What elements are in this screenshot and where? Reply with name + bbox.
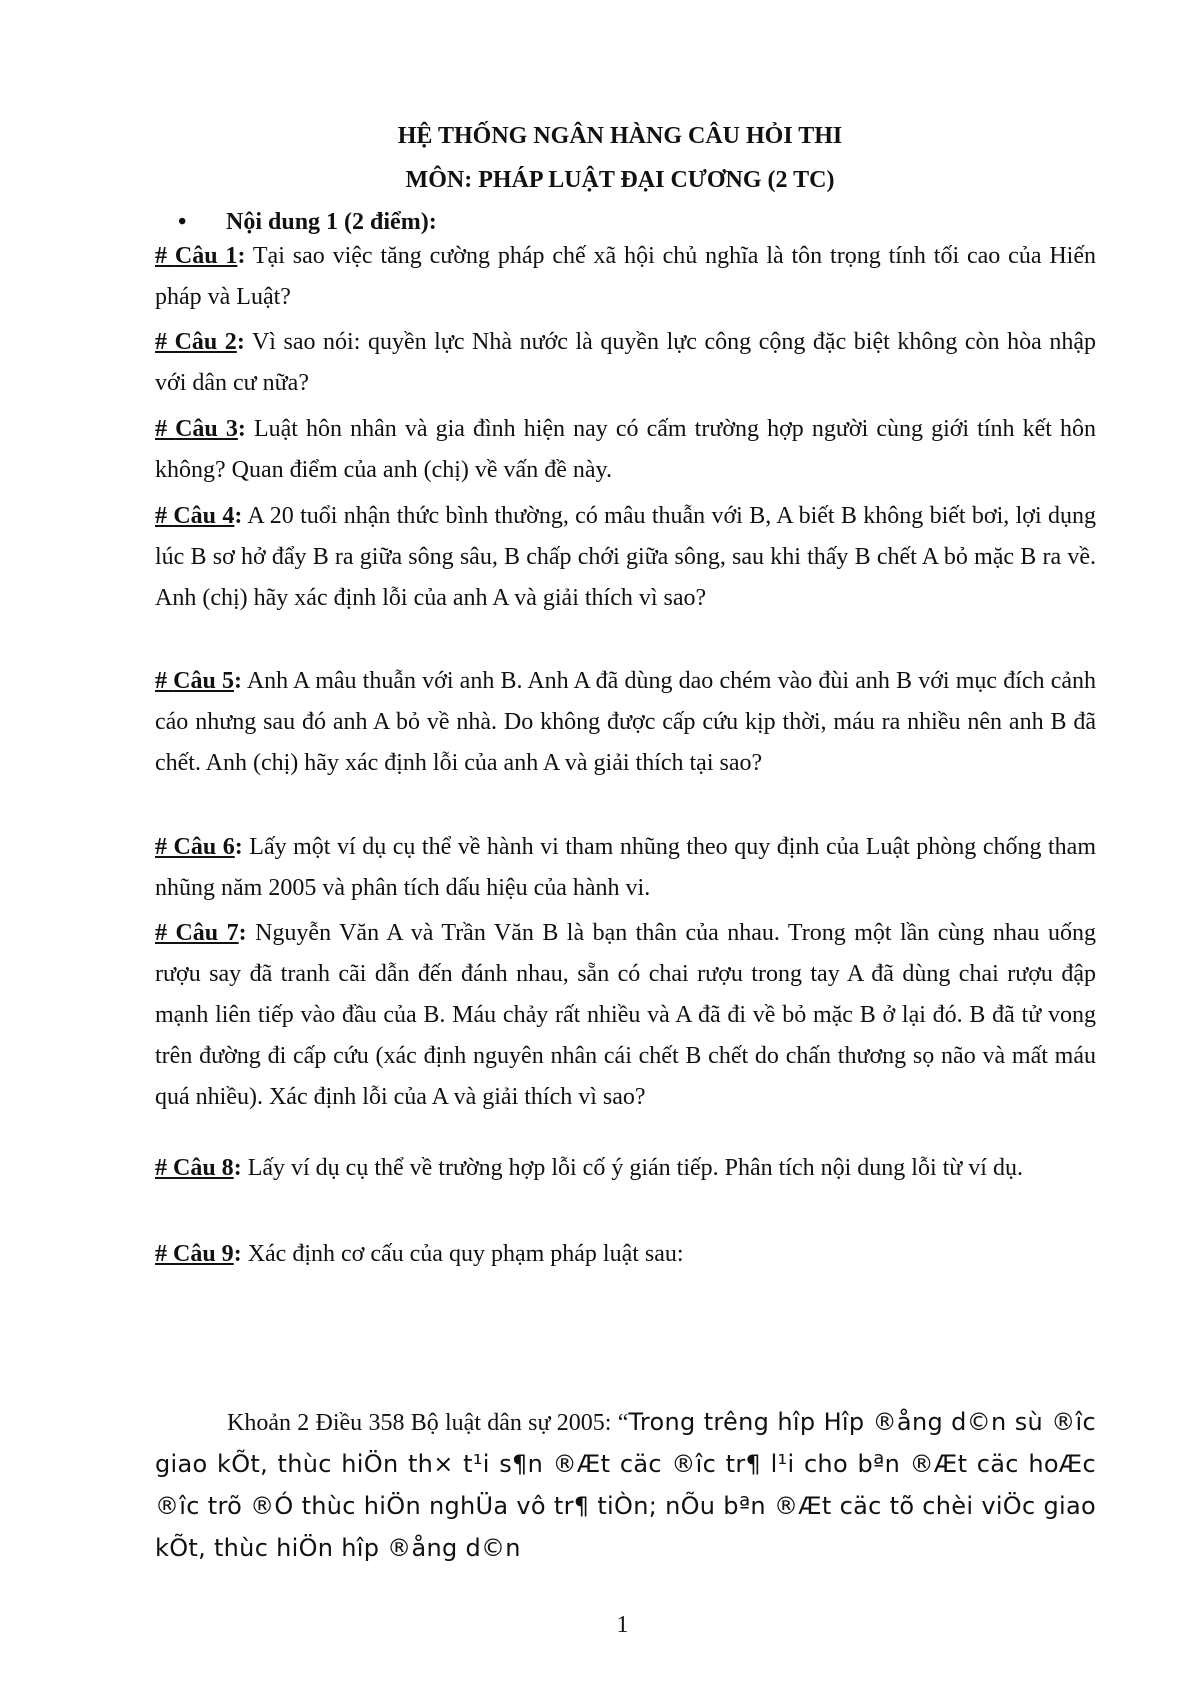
- question-label: # Câu 7:: [155, 920, 247, 946]
- question-3: [155, 409, 1096, 491]
- question-4: [155, 496, 1096, 619]
- question-label: # Câu 9:: [155, 1241, 242, 1267]
- question-text: Nguyễn Văn A và Trần Văn B là bạn thân của nhau. Trong một lần cùng nhau uống rượu say đã tranh cãi dẫn đến đánh nhau, sẵn có chai rượu trong tay A đã dùng chai rượu đập mạnh liên tiếp vào đầu của B. Máu chảy rất nhiều và A đã đi về bỏ mặc B ở lại đó. B đã tử vong trên đường đi cấp cứu (xác định nguyên nhân cái chết B chết do chấn thương sọ não và mất máu quá nhiều). Xác định lỗi của A và giải thích vì sao?: [155, 920, 1097, 1110]
- question-text: Lấy ví dụ cụ thể về trường hợp lỗi cố ý gián tiếp. Phân tích nội dung lỗi từ ví dụ.: [241, 1155, 1023, 1181]
- page-number: 1: [616, 1612, 629, 1638]
- question-6: [155, 827, 1096, 909]
- question-2: [155, 322, 1096, 404]
- question-text: Xác định cơ cấu của quy phạm pháp luật sau:: [241, 1241, 684, 1267]
- question-label: # Câu 3:: [155, 416, 246, 442]
- question-text: Anh A mâu thuẫn với anh B. Anh A đã dùng dao chém vào đùi anh B với mục đích cảnh cáo nhưng sau đó anh A bỏ về nhà. Do không được cấp cứu kịp thời, máu ra nhiều nên anh B đã chết. Anh (chị) hãy xác định lỗi của anh A và giải thích tại sao?: [155, 668, 1097, 776]
- bullet-icon: •: [178, 209, 187, 235]
- question-label: # Câu 5:: [155, 668, 243, 694]
- document-title: HỆ THỐNG NGÂN HÀNG CÂU HỎI THI: [397, 123, 843, 149]
- question-text: Tại sao việc tăng cường pháp chế xã hội chủ nghĩa là tôn trọng tính tối cao của Hiến pháp và Luật?: [155, 243, 1097, 310]
- question-7: [155, 913, 1096, 1118]
- question-label: # Câu 8:: [155, 1155, 242, 1181]
- question-label: # Câu 6:: [155, 834, 243, 860]
- quote-intro: Khoản 2 Điều 358 Bộ luật dân sự 2005: “: [227, 1410, 629, 1436]
- question-8: [155, 1148, 1096, 1189]
- law-quote: [155, 1402, 1096, 1570]
- subject-title: MÔN: PHÁP LUẬT ĐẠI CƯƠNG (2 TC): [405, 167, 835, 193]
- question-label: # Câu 2:: [155, 329, 245, 355]
- quote-text: Trong trêng hîp Hîp ®ång d©n sù ®îc giao kÕt, thùc hiÖn th× t¹i s¶n ®Æt cäc ®îc tr¶ l¹i cho bªn ®Æt cäc hoÆc ®îc trõ ®Ó thùc hiÖn nghÜa vô tr¶ tiÒn; nÕu bªn ®Æt cäc tõ chèi viÖc giao kÕt, thùc hiÖn hîp ®ång d©n: [155, 1408, 1097, 1562]
- question-text: A 20 tuổi nhận thức bình thường, có mâu thuẫn với B, A biết B không biết bơi, lợi dụng lúc B sơ hở đẩy B ra giữa sông sâu, B chấp chới giữa sông, sau khi thấy B chết A bỏ mặc B ra về. Anh (chị) hãy xác định lỗi của anh A và giải thích vì sao?: [155, 503, 1096, 611]
- question-text: Vì sao nói: quyền lực Nhà nước là quyền lực công cộng đặc biệt không còn hòa nhập với dân cư nữa?: [155, 329, 1096, 396]
- question-label: # Câu 4:: [155, 503, 243, 529]
- question-text: Luật hôn nhân và gia đình hiện nay có cấm trường hợp người cùng giới tính kết hôn không? Quan điểm của anh (chị) về vấn đề này.: [155, 416, 1097, 483]
- question-5: [155, 661, 1096, 784]
- section-heading-text: Nội dung 1 (2 điểm):: [226, 209, 437, 235]
- question-9: [155, 1234, 1096, 1275]
- question-label: # Câu 1:: [155, 243, 246, 269]
- question-text: Lấy một ví dụ cụ thể về hành vi tham nhũng theo quy định của Luật phòng chống tham nhũng năm 2005 và phân tích dấu hiệu của hành vi.: [155, 834, 1096, 901]
- section-heading: [178, 207, 437, 237]
- question-1: [155, 236, 1096, 318]
